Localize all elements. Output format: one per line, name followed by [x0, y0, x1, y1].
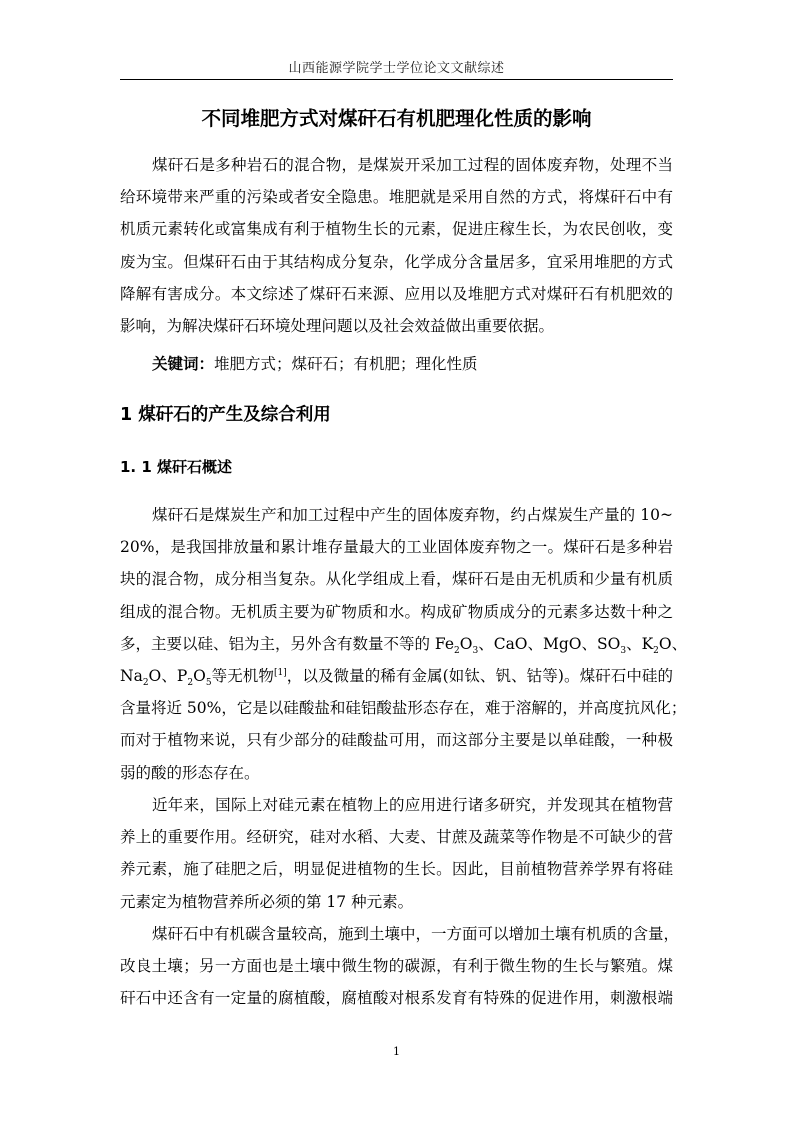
body-line-formula [120, 660, 673, 692]
text-run: 多，主要以硅、铝为主，另外含有数量不等的 Fe [120, 634, 455, 653]
body-line: 含量将近 50%，它是以硅酸盐和硅铝酸盐形态存在，难于溶解的，并高度抗风化； [120, 699, 687, 718]
abstract-line: 给环境带来严重的污染或者安全隐患。堆肥就是采用自然的方式，将煤矸石中有 [120, 188, 673, 207]
body-line: 煤矸石是煤炭生产和加工过程中产生的固体废弃物，约占煤炭生产量的 10~ [152, 506, 673, 524]
text-run: ，以及微量的稀有金属(如钛、钒、钴等)。煤矸石中硅的 [286, 667, 673, 686]
subscript: 3 [472, 645, 479, 656]
keywords-line [152, 352, 478, 374]
subscript: 2 [653, 645, 659, 656]
body-line: 20%，是我国排放量和累计堆存量最大的工业固体废弃物之一。煤矸石是多种岩 [120, 538, 673, 557]
abstract-line: 煤矸石是多种岩石的混合物，是煤炭开采加工过程的固体废弃物，处理不当 [152, 156, 673, 174]
body-paragraph-3 [120, 918, 680, 1015]
body-line: 矸石中还含有一定量的腐植酸，腐植酸对根系发育有特殊的促进作用，刺激根端 [120, 989, 673, 1008]
body-line: 块的混合物，成分相当复杂。从化学组成上看，煤矸石是由无机质和少量有机质 [120, 570, 673, 589]
text-run: 等无机物 [211, 667, 274, 686]
header-rule [120, 79, 673, 80]
body-line-formula [120, 628, 688, 660]
body-paragraph-1 [120, 499, 688, 789]
body-line: 煤矸石中有机碳含量较高，施到土壤中，一方面可以增加土壤有机质的含量， [152, 925, 680, 943]
section-heading-1-1: 1. 1 煤矸石概述 [120, 458, 233, 476]
body-line: 组成的混合物。无机质主要为矿物质和水。构成矿物质成分的元素多达数十种之 [120, 602, 673, 621]
body-paragraph-2 [120, 789, 673, 918]
text-run: 、K [626, 634, 654, 653]
abstract-line: 降解有害成分。本文综述了煤矸石来源、应用以及堆肥方式对煤矸石有机肥效的 [120, 284, 673, 303]
paper-title: 不同堆肥方式对煤矸石有机肥理化性质的影响 [201, 107, 592, 130]
body-line: 元素定为植物营养所必须的第 17 种元素。 [120, 892, 414, 911]
section-heading-1: 1 煤矸石的产生及综合利用 [120, 405, 331, 425]
text-run: O、P [148, 667, 188, 686]
subscript: 5 [205, 678, 212, 689]
body-line: 养元素，施了硅肥之后，明显促进植物的生长。因此，目前植物营养学界有将硅 [120, 860, 673, 879]
subscript: 2 [142, 678, 149, 689]
body-line: 弱的酸的形态存在。 [120, 763, 260, 782]
text-run: O [193, 667, 206, 686]
subscript: 2 [187, 678, 194, 689]
text-run: O、 [658, 634, 688, 653]
keywords-label: 关键词： [152, 355, 215, 373]
body-line: 养上的重要作用。经研究，硅对水稻、大麦、甘蔗及蔬菜等作物是不可缺少的营 [120, 828, 673, 847]
abstract-line: 废为宝。但煤矸石由于其结构成分复杂，化学成分含量居多，宜采用堆肥的方式 [120, 252, 673, 271]
keywords-text: 堆肥方式；煤矸石；有机肥；理化性质 [214, 355, 478, 373]
page-number: 1 [393, 1045, 400, 1058]
subscript: 2 [454, 645, 460, 656]
running-header: 山西能源学院学士学位论文文献综述 [288, 61, 505, 76]
text-run: Na [120, 667, 143, 686]
body-line: 改良土壤；另一方面也是土壤中微生物的碳源，有利于微生物的生长与繁殖。煤 [120, 957, 673, 976]
text-run: O [459, 634, 473, 653]
subscript: 3 [620, 645, 627, 656]
abstract-line: 机质元素转化或富集成有利于植物生长的元素，促进庄稼生长，为农民创收，变 [120, 220, 673, 239]
body-line: 而对于植物来说，只有少部分的硅酸盐可用，而这部分主要是以单硅酸，一种极 [120, 731, 673, 750]
text-run: 、CaO、MgO、SO [478, 634, 621, 653]
citation-ref[interactable]: [1] [273, 667, 287, 678]
body-line: 近年来，国际上对硅元素在植物上的应用进行诸多研究，并发现其在植物营 [152, 796, 673, 814]
abstract-paragraph [120, 149, 673, 342]
abstract-line: 影响，为解决煤矸石环境处理问题以及社会效益做出重要依据。 [120, 317, 555, 336]
